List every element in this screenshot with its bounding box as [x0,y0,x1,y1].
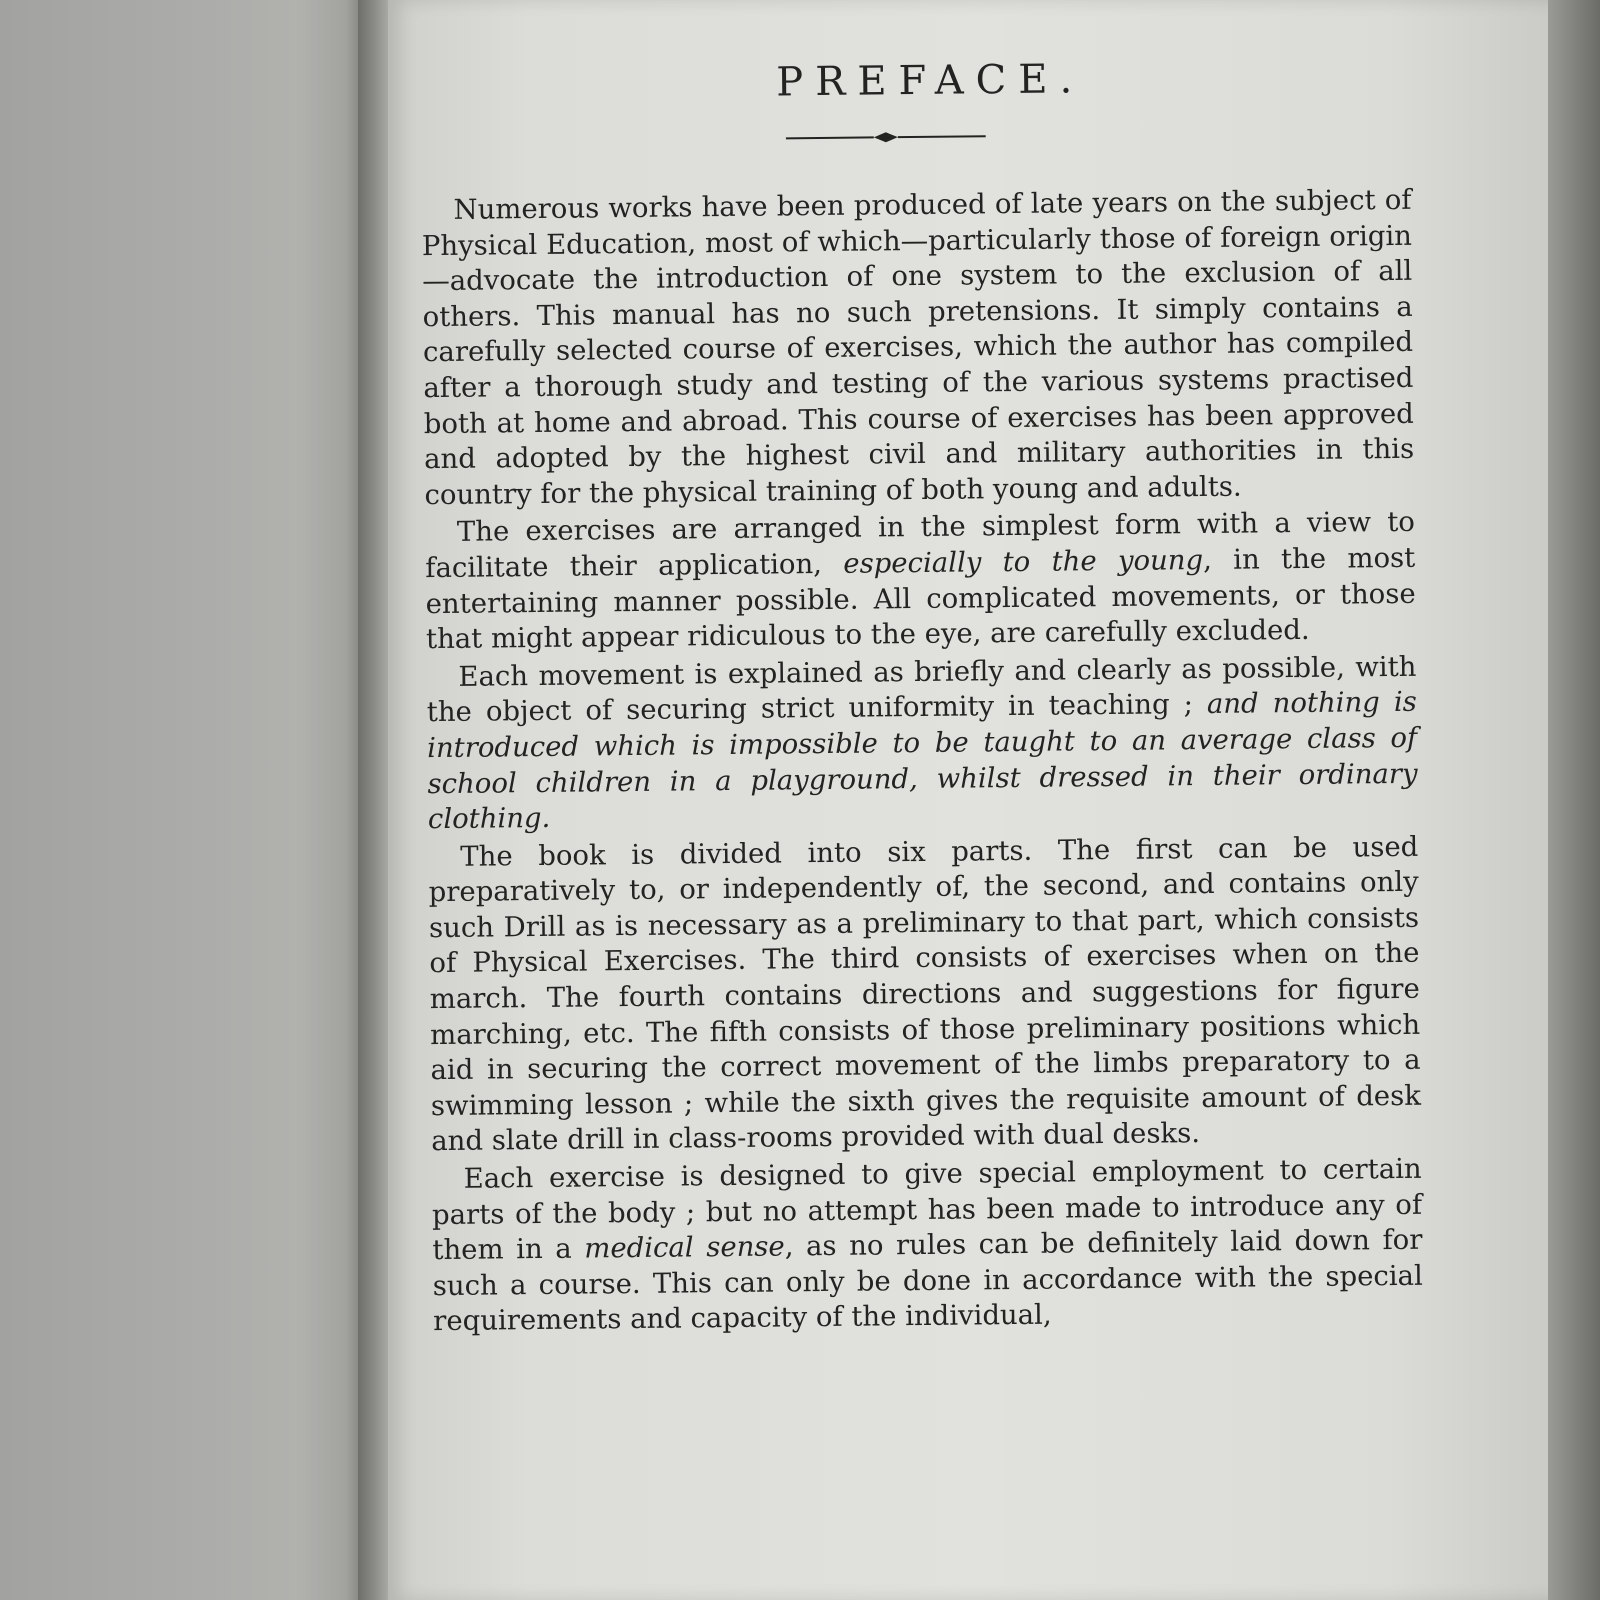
italic-text: especially to the young [843,543,1204,580]
paragraph-text: , as no rules can be definitely laid down for such a course. This can only be done in accordance with the special requirements and capacity of the individual, [432,1223,1423,1338]
paragraph [425,505,1416,658]
paragraph [421,183,1414,514]
page-edge-shadow [1548,0,1600,1600]
page-text-block [420,53,1423,1342]
paragraph-text: The book is divided into six parts. The first can be used preparatively to, or independently of, the second, and contains only such Drill as is necessary as a preliminary to that part, which consists of Physical Exercises. The third consists of exercises when on the march. The fourth contains directions and suggestions for figure marching, etc. The fifth consists of those preliminary positions which aid in securing the correct movement of the limbs preparatory to a swimming lesson ; while the sixth gives the requisite amount of desk and slate drill in class-rooms provided with dual desks. [428,830,1422,1158]
page-title: PREFACE. [776,56,1085,106]
paragraph-text: , in the most entertaining manner possible. All complicated movements, or those that might appear ridiculous to the eye, are carefully excluded. [425,541,1416,656]
paragraph-text: Numerous works have been produced of late years on the subject of Physical Education, most of which—particularly those of foreign origin—advocate the introduction of one system to the exclusion of all others. This manual has no such pretensions. It simply contains a carefully selected course of exercises, which the author has compiled after a thorough study and testing of the various systems practised both at home and abroad. This course of exercises has been approved and adopted by the highest civil and military authorities in this country for the physical training of both young and adults. [421,183,1415,511]
paragraph [426,650,1418,838]
paragraph-text: The exercises are arranged in the simplest form with a view to facilitate their application, [425,506,1416,585]
italic-text: medical sense [584,1230,785,1265]
paragraph-text: Each exercise is designed to give special employment to certain parts of the body ; but no attempt has been made to introduce any of them in a [431,1152,1423,1267]
paragraph [432,1152,1424,1340]
ornamental-rule-icon [786,129,986,145]
italic-text: and nothing is introduced which is impossible to be taught to an average class of school children in a playground, whilst dressed in their ordinary clothing. [427,686,1418,836]
preface-body [421,183,1423,1340]
facing-page [0,0,372,1600]
paragraph [428,829,1421,1160]
paragraph-text: Each movement is explained as briefly and clearly as possible, with the object of securing strict uniformity in teaching ; [426,650,1417,729]
